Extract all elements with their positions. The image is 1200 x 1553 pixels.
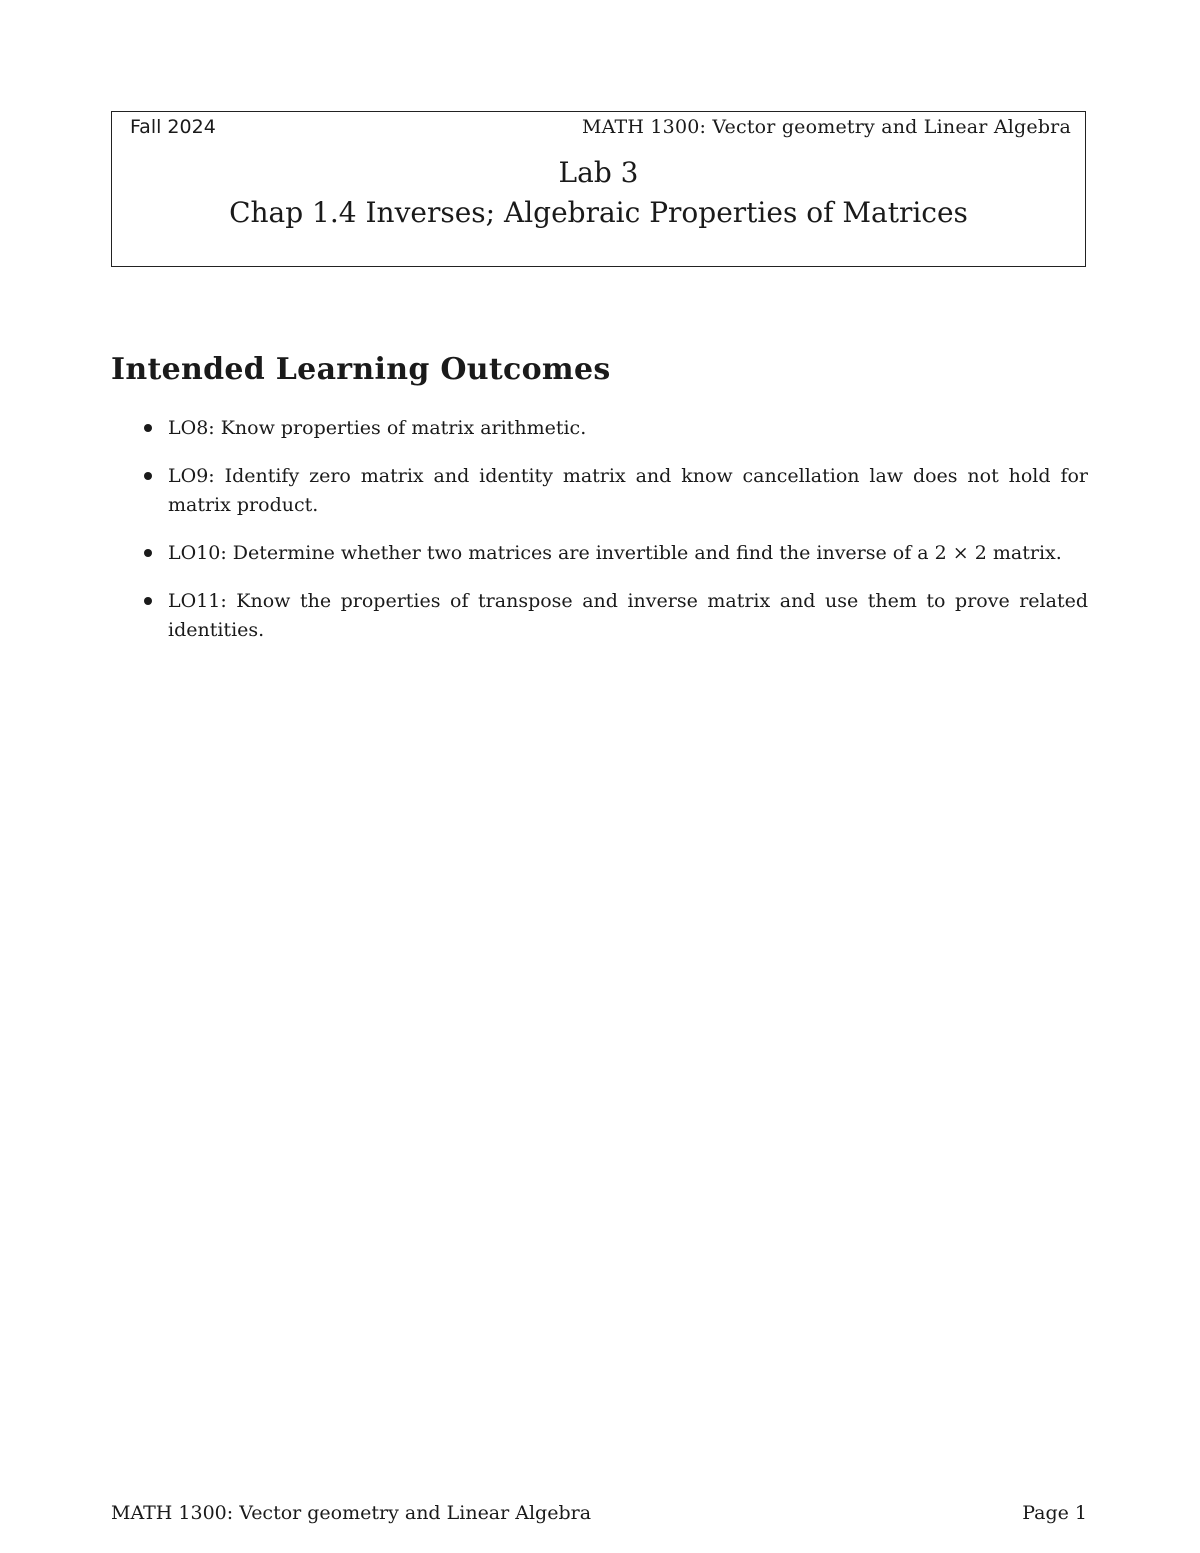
header-box bbox=[111, 111, 1086, 267]
outcome-text: LO9: Identify zero matrix and identity matrix and know cancellation law does not hold for matrix product. bbox=[168, 465, 1088, 516]
bullet-icon bbox=[144, 472, 152, 480]
outcome-text: LO10: Determine whether two matrices are invertible and find the inverse of a 2 × 2 matrix. bbox=[168, 542, 1062, 564]
bullet-icon bbox=[144, 597, 152, 605]
footer-course: MATH 1300: Vector geometry and Linear Algebra bbox=[111, 1502, 592, 1524]
section-heading: Intended Learning Outcomes bbox=[111, 352, 611, 387]
bullet-icon bbox=[144, 549, 152, 557]
bullet-icon bbox=[144, 424, 152, 432]
lab-subtitle: Chap 1.4 Inverses; Algebraic Properties of Matrices bbox=[229, 196, 968, 229]
list-item bbox=[140, 587, 1088, 645]
list-item bbox=[140, 462, 1088, 520]
term-label: Fall 2024 bbox=[130, 116, 216, 138]
list-item bbox=[140, 414, 1088, 443]
list-item bbox=[140, 539, 1088, 568]
outcomes-list bbox=[140, 414, 1088, 664]
course-title-header: MATH 1300: Vector geometry and Linear Algebra bbox=[581, 116, 1071, 138]
page-number: Page 1 bbox=[1022, 1502, 1087, 1524]
outcome-text: LO11: Know the properties of transpose and inverse matrix and use them to prove related identities. bbox=[168, 590, 1088, 641]
outcome-text: LO8: Know properties of matrix arithmetic. bbox=[168, 417, 587, 439]
lab-title: Lab 3 bbox=[558, 156, 639, 189]
